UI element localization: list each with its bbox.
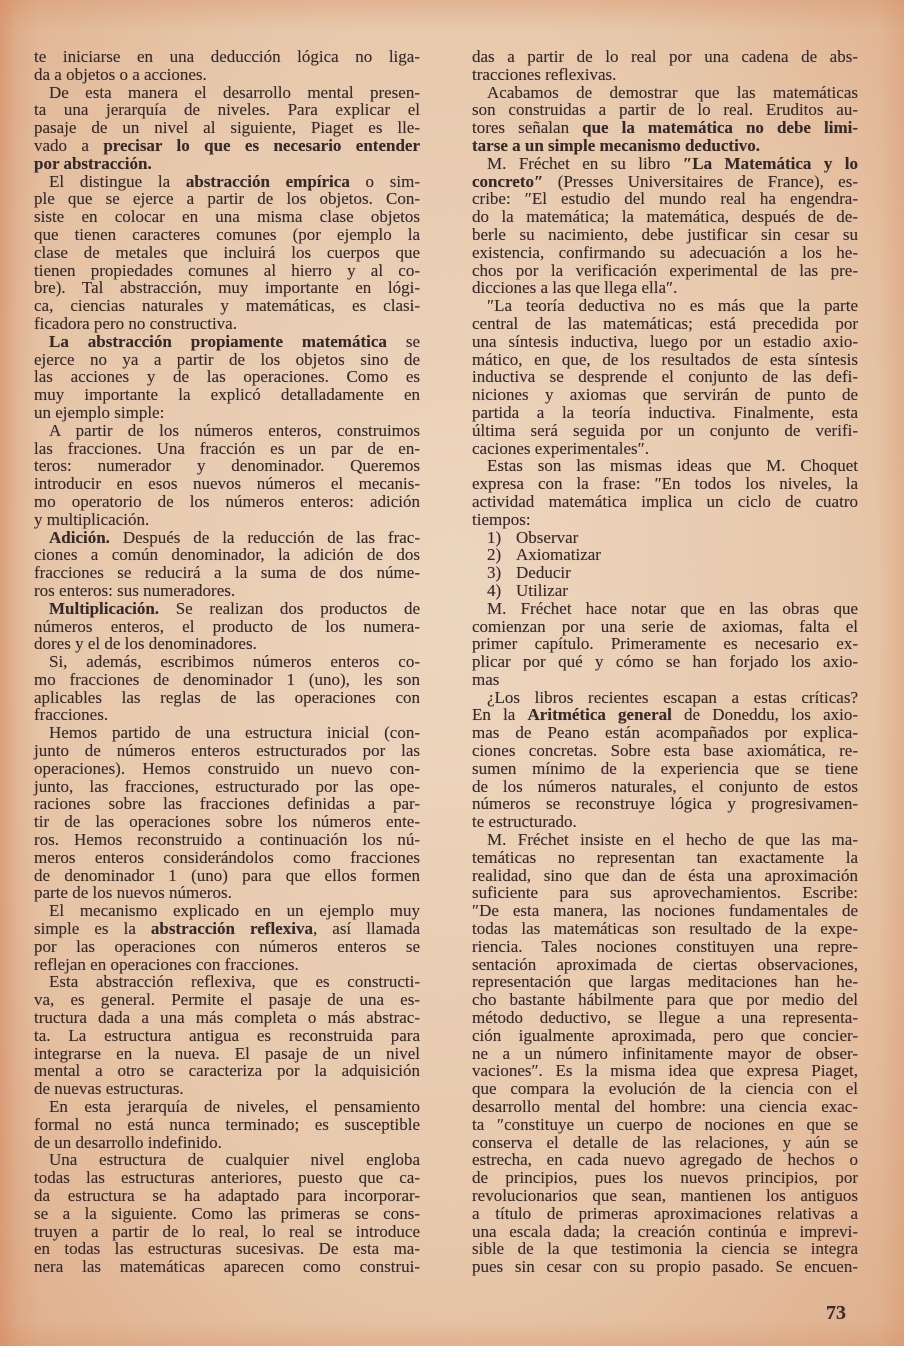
text-line: sumen mínimo de la experiencia que se tiene (472, 758, 858, 778)
paragraph (34, 333, 420, 422)
text-line: conserva el detalle de las relaciones, y aún se (472, 1132, 858, 1152)
text-line: niciones y axiomas que servirán de punto de (472, 385, 858, 405)
text-run: En la (472, 705, 528, 725)
text-line (472, 706, 858, 724)
text-line: El mecanismo explicado en un ejemplo muy (49, 901, 420, 921)
text-line: riencia. Tales nociones constituyen una repre- (472, 936, 858, 956)
list-item (472, 529, 858, 547)
text-line: bre). Tal abstracción, muy importante en lógi- (34, 278, 420, 298)
list-item-text: Observar (516, 527, 579, 547)
text-line: ne a un número infinitamente mayor de obser- (472, 1043, 858, 1063)
text-run: Después de la reducción de las frac- (109, 527, 420, 547)
bold-text: por abstracción. (34, 153, 152, 173)
paragraph (472, 48, 858, 84)
text-line: Estas son las mismas ideas que M. Choquet (487, 456, 858, 476)
list-item (472, 582, 858, 600)
text-line: teros: numerador y denominador. Queremos (34, 456, 420, 476)
text-run: El distingue la (49, 171, 186, 191)
text-line: M. Fréchet insiste en el hecho de que las ma- (487, 830, 858, 850)
text-line: pues sin cesar con su propio pasado. Se encuen- (472, 1257, 858, 1277)
text-line: plicar por qué y cómo se han forjado los axio- (472, 652, 858, 672)
text-line: siste en colocar en una misma clase objetos (34, 207, 420, 227)
text-line: Acabamos de demostrar que las matemáticas (487, 82, 858, 102)
text-line: se a la siguiente. Como las primeras se cons- (34, 1203, 420, 1223)
list-item-text: Axiomatizar (516, 545, 601, 565)
text-line: sible de la que testimonia la ciencia se integra (472, 1239, 858, 1259)
text-line: En esta jerarquía de niveles, el pensamiento (49, 1097, 420, 1117)
text-line: números se reconstruye lógica y progresivamen- (472, 794, 858, 814)
text-line (472, 155, 858, 173)
text-line: reflejan en operaciones con fracciones. (34, 954, 299, 974)
text-line: operaciones). Hemos construido un nuevo con- (34, 758, 420, 778)
text-line: realidad, sino que dan de ésta una aproximación (472, 865, 858, 885)
text-line: ta. La estructura antigua es reconstruida para (34, 1025, 420, 1045)
text-run: se (386, 331, 420, 351)
text-line: Una estructura de cualquier nivel engloba (49, 1150, 420, 1170)
list-item-text: Utilizar (516, 580, 568, 600)
text-line: nera las matemáticas aparecen como construi- (34, 1257, 420, 1277)
paragraph (34, 600, 420, 653)
text-line: las fracciones. Una fracción es un par de en- (34, 438, 420, 458)
text-line: en todas las estructuras sucesivas. De esta ma- (34, 1239, 420, 1259)
text-line: da a objetos o a acciones. (34, 64, 207, 84)
paragraph (34, 1151, 420, 1276)
text-line: cho bastante hábilmente para que por medio del (472, 990, 858, 1010)
paragraph (34, 724, 420, 902)
text-line: ta ″constituye un cuerpo de nociones en que se (472, 1114, 858, 1134)
paragraph (34, 48, 420, 84)
text-line: raciones sobre las fracciones definidas a par- (34, 794, 420, 814)
bold-text: abstracción reflexiva (150, 919, 313, 939)
text-line: tiempos: (472, 509, 531, 529)
list-number: 3) (487, 563, 502, 583)
text-line (472, 173, 858, 191)
text-line: te estructurado. (472, 812, 577, 832)
text-line: representación que largas meditaciones han he- (472, 972, 858, 992)
text-line: truyen a partir de lo real, lo real se introduce (34, 1221, 420, 1241)
text-line (34, 529, 420, 547)
text-line: mas (472, 669, 500, 689)
text-line: de los números naturales, el conjunto de estos (472, 776, 858, 796)
text-line: ta una jerarquía de niveles. Para explicar el (34, 100, 420, 120)
text-line: dicciones a las que llega ella″. (472, 278, 678, 298)
text-line: a título de primeras aproximaciones relativas a (472, 1203, 858, 1223)
text-line: ros enteros: sus numeradores. (34, 580, 236, 600)
paragraph (472, 600, 858, 689)
text-line: ros. Hemos reconstruido a continuación los nú- (34, 830, 420, 850)
text-line: ciones concretas. Sobre esta base axiomática, re- (472, 741, 858, 761)
text-line: mo fracciones de denominador 1 (uno), les son (34, 669, 420, 689)
text-line: de principios, pues los nuevos principios, por (472, 1168, 858, 1188)
bold-text: ″La Matemática y lo (682, 153, 858, 173)
text-run: M. Fréchet en su libro (487, 153, 683, 173)
paragraph (34, 973, 420, 1098)
text-line: central de las matemáticas; está precedida por (472, 313, 858, 333)
bold-text: precisar lo que es necesario entender (103, 135, 420, 155)
text-line: mático, en que, de los resultados de esta síntesis (472, 349, 858, 369)
text-line: suficiente para sus aprovechamientos. Escribe: (472, 883, 858, 903)
list-number: 4) (487, 580, 502, 600)
text-line: ficadora pero no constructiva. (34, 313, 237, 333)
bold-text: Adición. (49, 527, 110, 547)
text-line: y multiplicación. (34, 509, 150, 529)
text-line: fracciones se reducirá a la suma de dos núme- (34, 563, 420, 583)
text-line: las acciones y de las operaciones. Como es (34, 367, 420, 387)
text-line: primer capítulo. Primeramente es necesario ex- (472, 634, 858, 654)
left-text-column (34, 48, 420, 1276)
text-line: expresa con la frase: ″En todos los niveles, la (472, 474, 858, 494)
text-line: Esta abstracción reflexiva, que es constructi- (49, 972, 420, 992)
text-line: última será seguida por un conjunto de verifi- (472, 420, 858, 440)
text-line: cribe: ″El estudio del mundo real ha engendra- (472, 189, 858, 209)
text-line: que compara la evolución de la ciencia con el (472, 1079, 858, 1099)
text-line: una escala dada; la creación continúa e imprevi- (472, 1221, 858, 1241)
text-line: aplicables las reglas de las operaciones con (34, 687, 420, 707)
text-line: de nuevas estructuras. (34, 1079, 184, 1099)
text-line: parte de los nuevos números. (34, 883, 232, 903)
bold-text: concreto″ (472, 171, 544, 191)
text-line: De esta manera el desarrollo mental presen- (49, 82, 420, 102)
text-line: mas de Peano están acompañados por explica- (472, 723, 858, 743)
paragraph (472, 457, 858, 528)
text-line: caciones experimentales″. (472, 438, 649, 458)
text-line: ciones a común denominador, la adición de dos (34, 545, 420, 565)
text-line (34, 155, 420, 173)
text-line: va, es general. Permite el pasaje de una es- (34, 990, 420, 1010)
bold-text: tarse a un simple mecanismo deductivo. (472, 135, 761, 155)
text-run: (Presses Universitaires de France), es- (543, 171, 858, 191)
text-line: te iniciarse en una deducción lógica no liga- (34, 47, 420, 66)
text-line: todas las estructuras anteriores, puesto que ca- (34, 1168, 420, 1188)
text-line: todas las matemáticas son resultado de la expe- (472, 919, 858, 939)
paragraph (472, 84, 858, 155)
text-line (34, 920, 420, 938)
text-line: A partir de los números enteros, construimos (49, 420, 420, 440)
text-line: fracciones. (34, 705, 109, 725)
text-line (472, 119, 858, 137)
list-number: 2) (487, 545, 502, 565)
numbered-list (472, 529, 858, 600)
text-run: , así llamada (312, 919, 421, 939)
page-number: 73 (826, 1302, 846, 1324)
text-line: números enteros, el producto de los numera- (34, 616, 420, 636)
text-line: mo operatorio de los números enteros: adición (34, 491, 420, 511)
paragraph (34, 173, 420, 333)
text-line: tir de las operaciones sobre los números ente- (34, 812, 420, 832)
text-run: o sim- (349, 171, 420, 191)
text-line: método deductivo, se llegue a una representa- (472, 1008, 858, 1028)
text-line: Si, además, escribimos números enteros co- (49, 652, 420, 672)
text-run: vado a (34, 135, 104, 155)
bold-text: abstracción empírica (185, 171, 350, 191)
text-line: ejerce no ya a partir de los objetos sino de (34, 349, 420, 369)
text-line: un ejemplo simple: (34, 402, 165, 422)
text-line: berle su nacimiento, debe justificar sin cesar su (472, 224, 858, 244)
bold-text: que la matemática no debe limi- (582, 118, 858, 138)
bold-text: Multiplicación. (49, 598, 160, 618)
text-line: das a partir de lo real por una cadena de abs- (472, 47, 858, 66)
text-line (34, 137, 420, 155)
text-line: estrecha, en cada nuevo agregado de hechos o (472, 1150, 858, 1170)
text-line: pasaje de un nivel al siguiente, Piaget es lle- (34, 118, 420, 138)
text-run: simple es la (34, 919, 151, 939)
text-run: Se realizan dos productos de (159, 598, 420, 618)
text-line: comienzan por una serie de axiomas, falta el (472, 616, 858, 636)
bold-text: Aritmética general (527, 705, 672, 725)
text-line: temáticas no representan tan exactamente la (472, 847, 858, 867)
text-line: do la matemática; la matemática, después de de- (472, 207, 858, 227)
text-line: meros enteros considerándolos como fracciones (34, 847, 420, 867)
text-line: ción igualmente aproximada, pero que concier- (472, 1025, 858, 1045)
text-line: inductiva se desprende el conjunto de las defi- (472, 367, 858, 387)
list-item-text: Deducir (516, 563, 571, 583)
paragraph (472, 689, 858, 831)
paragraph (34, 422, 420, 529)
paragraph (472, 155, 858, 297)
text-line: introducir en esos nuevos números el mecanis- (34, 474, 420, 494)
text-line: revolucionarios que sean, mantienen los antiguos (472, 1186, 858, 1205)
text-line: de denominador 1 (uno) para que ellos formen (34, 865, 420, 885)
paragraph (34, 1098, 420, 1151)
text-line: una síntesis inductiva, luego por un estadio axio- (472, 331, 858, 351)
text-line: formal no está nunca terminado; es susceptible (34, 1114, 420, 1134)
text-line: vaciones″. Es la misma idea que expresa Piaget, (472, 1061, 858, 1081)
text-line: junto, las fracciones, estructurado por las ope- (34, 776, 420, 796)
paragraph (472, 831, 858, 1276)
text-line: ¿Los libros recientes escapan a estas críticas? (487, 687, 858, 707)
list-item (472, 564, 858, 582)
text-line: ple que se ejerce a partir de los objetos. Con- (34, 189, 420, 209)
text-line: ″De esta manera, las nociones fundamentales de (472, 901, 858, 921)
text-line: integrarse en la nueva. El pasaje de un nivel (34, 1043, 420, 1063)
text-line: actividad matemática implica un ciclo de cuatro (472, 491, 858, 511)
text-line: M. Fréchet hace notar que en las obras que (487, 598, 858, 618)
text-line: clase de metales que incluirá los cuerpos que (34, 242, 420, 262)
text-line: ca, ciencias naturales y matemáticas, es clasi- (34, 296, 420, 316)
list-number: 1) (487, 527, 502, 547)
text-line: da estructura se ha adaptado para incorporar- (34, 1186, 420, 1205)
text-line: tracciones reflexivas. (472, 64, 617, 84)
text-line: desarrollo mental del hombre: una ciencia exac- (472, 1097, 858, 1117)
text-line: tructura dada a una más completa o más abstrac- (34, 1008, 420, 1028)
text-line: partida a la teoría inductiva. Finalmente, esta (472, 402, 858, 422)
right-text-column (472, 48, 858, 1276)
paragraph (34, 84, 420, 173)
text-line: dores y el de los denominadores. (34, 634, 257, 654)
text-line: son construidas a partir de lo real. Eruditos au- (472, 100, 858, 120)
text-line: chos por la verificación experimental de las pre- (472, 260, 858, 280)
text-line (34, 600, 420, 618)
paragraph (34, 653, 420, 724)
text-line (34, 173, 420, 191)
text-line: mental a otro se caracteriza por la adquisición (34, 1061, 420, 1081)
text-run: tores señalan (472, 118, 583, 138)
text-line (472, 137, 858, 155)
text-line: sentación aproximada de ciertas observaciones, (472, 954, 858, 974)
text-line: Hemos partido de una estructura inicial (con- (49, 723, 420, 743)
bold-text: La abstracción propiamente matemática (49, 331, 387, 351)
text-line: por las operaciones con números enteros se (34, 936, 420, 956)
text-line: existencia, confirmando su adecuación a los he- (472, 242, 858, 262)
text-line: junto de números enteros estructurados por las (34, 741, 420, 761)
paragraph (34, 902, 420, 973)
text-line (34, 333, 420, 351)
text-run: de Doneddu, los axio- (671, 705, 858, 725)
text-line: muy importante la explicó detalladamente en (34, 385, 420, 405)
paragraph (34, 529, 420, 600)
text-line: ″La teoría deductiva no es más que la parte (487, 296, 858, 316)
paragraph (472, 297, 858, 457)
text-line: que tienen caracteres comunes (por ejemplo la (34, 224, 420, 244)
text-line: de un desarrollo indefinido. (34, 1132, 222, 1152)
text-line: tienen propiedades comunes al hierro y al co- (34, 260, 420, 280)
list-item (472, 546, 858, 564)
